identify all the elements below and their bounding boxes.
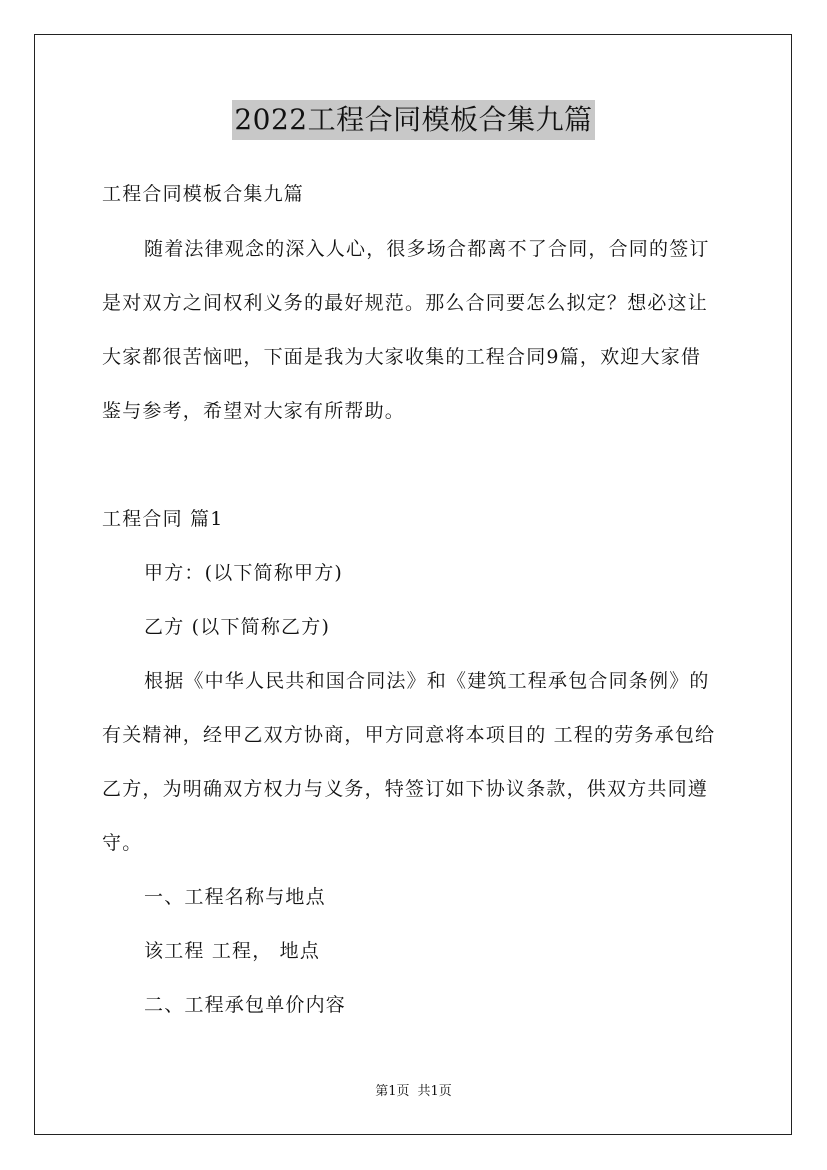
- paragraph-line: 有关精神，经甲乙双方协商，甲方同意将本项目的 工程的劳务承包给: [102, 724, 716, 746]
- section-heading: 工程合同 篇1: [102, 508, 224, 530]
- paragraph-line: 鉴与参考，希望对大家有所帮助。: [102, 400, 406, 422]
- clause-text: 该工程 工程， 地点: [144, 940, 321, 962]
- page-number-current: 第1页: [375, 1084, 410, 1099]
- paragraph-line: 大家都很苦恼吧，下面是我为大家收集的工程合同9篇，欢迎大家借: [102, 346, 702, 368]
- document-title: 2022工程合同模板合集九篇: [232, 100, 594, 140]
- page-number-total: 共1页: [417, 1084, 452, 1099]
- paragraph-line: 随着法律观念的深入人心，很多场合都离不了合同，合同的签订: [144, 238, 710, 260]
- clause-heading: 二、工程承包单价内容: [144, 994, 347, 1016]
- paragraph-line: 守。: [102, 832, 143, 854]
- party-a-line: 甲方：(以下简称甲方): [144, 562, 344, 584]
- paragraph-line: 乙方，为明确双方权力与义务，特签订如下协议条款，供双方共同遵: [102, 778, 709, 800]
- title-container: [0, 100, 827, 140]
- clause-heading: 一、工程名称与地点: [144, 886, 326, 908]
- paragraph-line: 是对双方之间权利义务的最好规范。那么合同要怎么拟定？想必这让: [102, 292, 709, 314]
- subtitle-line: 工程合同模板合集九篇: [102, 183, 305, 205]
- page-footer: [0, 1084, 827, 1100]
- paragraph-line: 根据《中华人民共和国合同法》和《建筑工程承包合同条例》的: [144, 670, 710, 692]
- party-b-line: 乙方 (以下简称乙方): [144, 616, 331, 638]
